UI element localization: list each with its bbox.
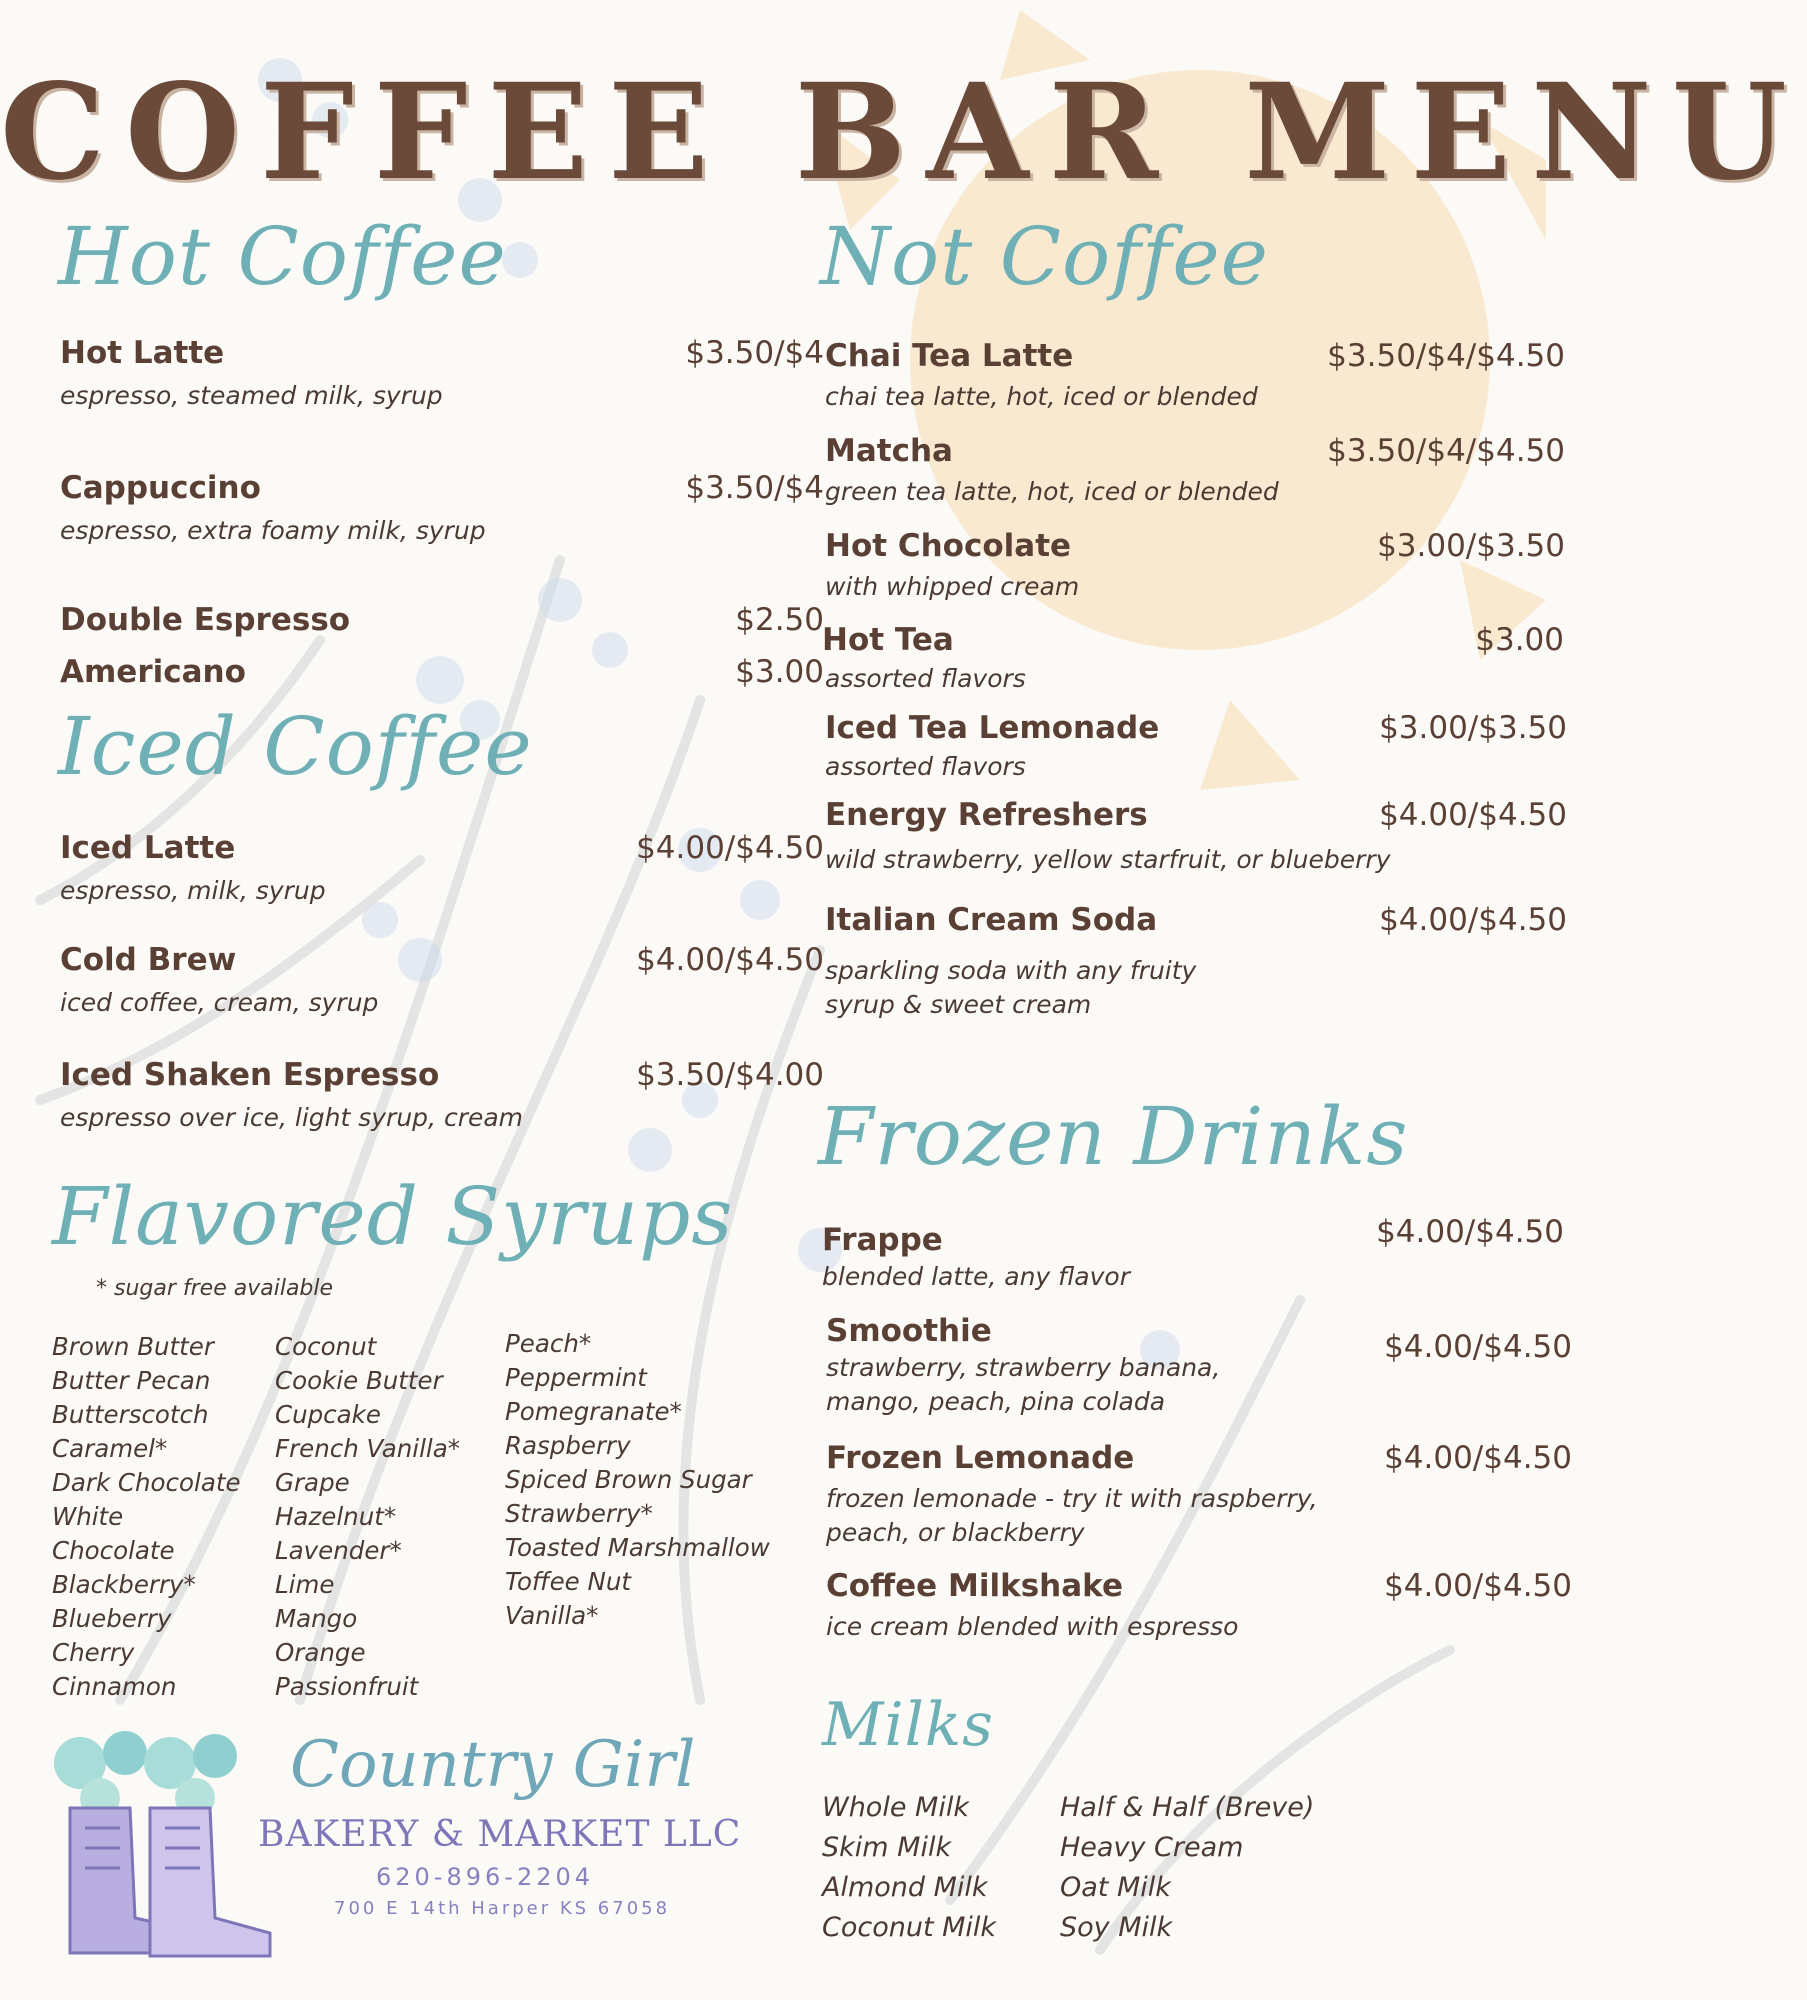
item-price: $3.50/$4 [685, 470, 824, 506]
item-name: Americano [60, 654, 246, 690]
item-price: $2.50 [735, 602, 824, 638]
syrup-item: White [52, 1502, 124, 1531]
menu-item-frappe [822, 1214, 1564, 1294]
syrup-item: Peach* [505, 1329, 592, 1358]
item-desc: chai tea latte, hot, iced or blended [825, 382, 1258, 411]
hot-coffee-heading: Hot Coffee [58, 210, 507, 303]
item-price: $4.00/$4.50 [1379, 902, 1567, 938]
milk-item: Soy Milk [1060, 1912, 1173, 1943]
milk-item: Oat Milk [1060, 1872, 1171, 1903]
menu-item-coffee-milkshake [826, 1568, 1572, 1644]
item-price: $4.00/$4.50 [636, 942, 824, 978]
menu-item-italian-cream-soda [825, 902, 1567, 1022]
menu-item-hot-chocolate [825, 528, 1565, 604]
menu-item-iced-shaken-espresso [60, 1057, 824, 1135]
item-name: Frappe [822, 1222, 943, 1258]
syrup-item: Peppermint [505, 1363, 647, 1392]
syrup-item: Hazelnut* [275, 1502, 397, 1531]
milk-item: Skim Milk [822, 1832, 952, 1863]
item-desc: espresso, milk, syrup [60, 876, 326, 905]
syrup-item: Blackberry* [52, 1570, 196, 1599]
item-name: Matcha [825, 433, 953, 469]
syrup-item: Coconut [275, 1332, 377, 1361]
item-price: $3.00/$3.50 [1377, 528, 1565, 564]
syrup-item: Orange [275, 1638, 366, 1667]
item-desc: wild strawberry, yellow starfruit, or blueberry [825, 845, 1391, 874]
syrup-item: Brown Butter [52, 1332, 214, 1361]
menu-item-hot-tea [822, 622, 1564, 696]
milk-item: Half & Half (Breve) [1060, 1792, 1315, 1823]
syrup-item: Mango [275, 1604, 358, 1633]
item-desc: assorted flavors [825, 752, 1026, 781]
item-price: $4.00/$4.50 [1384, 1568, 1572, 1604]
sugar-free-note: * sugar free available [96, 1276, 334, 1301]
menu-item-cold-brew [60, 942, 824, 1020]
syrup-item: Cookie Butter [275, 1366, 443, 1395]
menu-item-iced-tea-lemonade [825, 710, 1567, 784]
milk-item: Coconut Milk [822, 1912, 997, 1943]
syrup-item: Vanilla* [505, 1601, 599, 1630]
page-title: COFFEE BAR MENU [0, 55, 1807, 210]
item-name: Hot Latte [60, 335, 225, 371]
item-desc: iced coffee, cream, syrup [60, 988, 379, 1017]
milk-item: Almond Milk [822, 1872, 988, 1903]
syrup-column-2 [275, 1330, 460, 1704]
item-name: Coffee Milkshake [826, 1568, 1123, 1604]
item-name: Hot Tea [822, 622, 954, 658]
item-desc: ice cream blended with espresso [826, 1612, 1239, 1641]
syrup-item: Pomegranate* [505, 1397, 682, 1426]
menu-item-cappuccino [60, 470, 824, 548]
syrup-item: Cupcake [275, 1400, 381, 1429]
syrup-item: Raspberry [505, 1431, 631, 1460]
iced-coffee-heading: Iced Coffee [58, 700, 533, 793]
item-price: $3.50/$4 [685, 335, 824, 371]
syrup-item: Dark Chocolate [52, 1468, 241, 1497]
menu-item-americano [60, 654, 824, 690]
logo-phone: 620-896-2204 [376, 1863, 595, 1891]
syrup-item: Cherry [52, 1638, 135, 1667]
syrup-item: Lime [275, 1570, 335, 1599]
item-desc: espresso, steamed milk, syrup [60, 381, 443, 410]
menu-item-double-espresso [60, 602, 824, 638]
item-price: $4.00/$4.50 [1376, 1214, 1564, 1250]
item-price: $4.00/$4.50 [1384, 1329, 1572, 1365]
menu-item-frozen-lemonade [826, 1440, 1572, 1550]
item-desc: sparkling soda with any fruity [825, 956, 1197, 985]
syrup-item: Lavender* [275, 1536, 402, 1565]
item-price: $3.50/$4/$4.50 [1327, 338, 1565, 374]
item-desc: blended latte, any flavor [822, 1262, 1130, 1291]
item-name: Iced Latte [60, 830, 236, 866]
item-desc: with whipped cream [825, 572, 1080, 601]
menu-item-energy-refreshers [825, 797, 1567, 877]
item-price: $4.00/$4.50 [1384, 1440, 1572, 1476]
item-name: Iced Tea Lemonade [825, 710, 1160, 746]
boots-flowers-icon [30, 1728, 280, 1968]
syrup-item: French Vanilla* [275, 1434, 460, 1463]
syrup-item: Caramel* [52, 1434, 168, 1463]
item-desc: espresso over ice, light syrup, cream [60, 1103, 524, 1132]
item-name: Hot Chocolate [825, 528, 1072, 564]
item-name: Smoothie [826, 1313, 992, 1349]
syrup-item: Strawberry* [505, 1499, 653, 1528]
menu-item-smoothie [826, 1313, 1572, 1419]
item-name: Energy Refreshers [825, 797, 1148, 833]
logo-name: Country Girl [290, 1728, 696, 1802]
item-desc: green tea latte, hot, iced or blended [825, 477, 1279, 506]
item-name: Italian Cream Soda [825, 902, 1158, 938]
menu-item-hot-latte [60, 335, 824, 413]
syrup-item: Butter Pecan [52, 1366, 211, 1395]
item-name: Cappuccino [60, 470, 261, 506]
syrup-column-3 [505, 1327, 770, 1633]
syrup-item: Toasted Marshmallow [505, 1533, 770, 1562]
item-name: Double Espresso [60, 602, 351, 638]
item-price: $3.00 [735, 654, 824, 690]
item-name: Iced Shaken Espresso [60, 1057, 440, 1093]
item-desc-line-2: syrup & sweet cream [825, 990, 1092, 1019]
milks-heading: Milks [822, 1690, 994, 1760]
logo-address: 700 E 14th Harper KS 67058 [334, 1898, 671, 1919]
item-desc: espresso, extra foamy milk, syrup [60, 516, 486, 545]
item-price: $3.00 [1475, 622, 1564, 658]
logo-block [0, 1708, 790, 2000]
item-price: $3.00/$3.50 [1379, 710, 1567, 746]
syrup-column-1 [52, 1330, 241, 1704]
syrup-item: Toffee Nut [505, 1567, 632, 1596]
item-name: Cold Brew [60, 942, 237, 978]
item-price: $4.00/$4.50 [1379, 797, 1567, 833]
item-desc-line-2: mango, peach, pina colada [826, 1387, 1166, 1416]
syrup-item: Passionfruit [275, 1672, 419, 1701]
milk-item: Whole Milk [822, 1792, 969, 1823]
item-price: $3.50/$4.00 [636, 1057, 824, 1093]
frozen-drinks-heading: Frozen Drinks [818, 1090, 1409, 1183]
menu-item-matcha [825, 433, 1565, 509]
flavored-syrups-heading: Flavored Syrups [52, 1170, 734, 1263]
item-desc-line-2: peach, or blackberry [826, 1518, 1085, 1547]
milk-column-2 [1060, 1788, 1314, 1948]
item-price: $4.00/$4.50 [636, 830, 824, 866]
syrup-item: Blueberry [52, 1604, 172, 1633]
syrup-item: Cinnamon [52, 1672, 177, 1701]
item-name: Chai Tea Latte [825, 338, 1074, 374]
menu-item-iced-latte [60, 830, 824, 908]
syrup-item: Chocolate [52, 1536, 175, 1565]
item-price: $3.50/$4/$4.50 [1327, 433, 1565, 469]
item-desc: frozen lemonade - try it with raspberry, [826, 1484, 1318, 1513]
logo-subtitle: BAKERY & MARKET LLC [258, 1814, 742, 1855]
not-coffee-heading: Not Coffee [820, 210, 1270, 303]
syrup-item: Spiced Brown Sugar [505, 1465, 752, 1494]
item-name: Frozen Lemonade [826, 1440, 1135, 1476]
item-desc: strawberry, strawberry banana, [826, 1353, 1221, 1382]
item-desc: assorted flavors [825, 664, 1026, 693]
syrup-item: Grape [275, 1468, 350, 1497]
syrup-item: Butterscotch [52, 1400, 209, 1429]
milk-item: Heavy Cream [1060, 1832, 1244, 1863]
milk-column-1 [822, 1788, 996, 1948]
menu-item-chai-tea-latte [825, 338, 1565, 414]
